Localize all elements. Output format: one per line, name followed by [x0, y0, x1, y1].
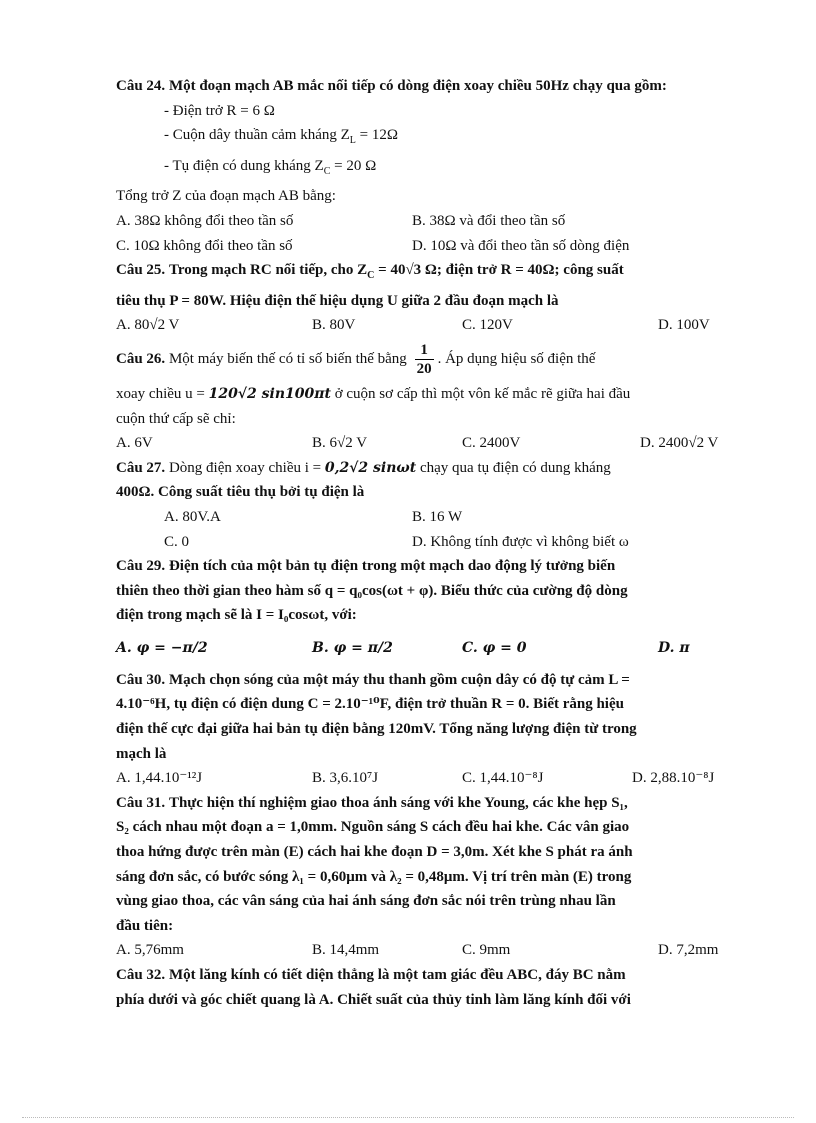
option-b[interactable]: B. 3,6.10⁷J: [312, 770, 379, 787]
option-c[interactable]: C. 9mm: [462, 942, 511, 959]
option-b[interactable]: B. 80V: [312, 317, 356, 334]
option-a[interactable]: A. φ = −π/2: [116, 639, 208, 656]
q31-line-6: đầu tiên:: [116, 917, 174, 934]
q31-options: [116, 938, 738, 963]
question-27: [116, 456, 738, 481]
q31-line-4: sáng đơn sắc, có bước sóng λ₁ = 0,60μm và λ₂ = 0,48μm. Vị trí trên màn (E) trong: [116, 868, 632, 885]
question-number: Câu 31.: [116, 794, 166, 811]
ratio-fraction: [415, 341, 434, 378]
q29-options: [116, 628, 738, 668]
q27-options-row-1: [116, 505, 738, 530]
question-text: Một đoạn mạch AB mắc nối tiếp có dòng điện xoay chiều 50Hz chạy qua gồm:: [168, 78, 667, 94]
option-d[interactable]: D. 100V: [658, 317, 710, 334]
exam-page: [116, 74, 738, 1012]
fraction-numerator: 1: [415, 341, 434, 360]
question-31: [116, 791, 738, 816]
option-d[interactable]: D. 7,2mm: [658, 942, 719, 959]
page-bottom-rule: [22, 1117, 794, 1118]
question-number: Câu 24.: [116, 78, 166, 94]
option-b[interactable]: B. 14,4mm: [312, 942, 380, 959]
q27-line-2: 400Ω. Công suất tiêu thụ bởi tụ điện là: [116, 484, 365, 501]
question-26: [116, 340, 738, 378]
question-text: Dòng điện xoay chiều i =: [168, 459, 322, 476]
q27-options-row-2: [116, 530, 738, 555]
question-number: Câu 27.: [116, 459, 166, 476]
question-text: Một máy biến thế có tỉ số biến thế bằng: [168, 350, 407, 367]
q26-line-2b: ở cuộn sơ cấp thì một vôn kế mắc rẽ giữa hai đầu: [334, 385, 631, 402]
option-c[interactable]: C. φ = 0: [462, 639, 527, 656]
option-a[interactable]: A. 80V.A: [164, 508, 221, 525]
option-a[interactable]: A. 5,76mm: [116, 942, 184, 959]
question-text: Điện tích của một bản tụ điện trong một mạch dao động lý tưởng biến: [168, 558, 616, 575]
q29-line-2: thiên theo thời gian theo hàm số q = q₀cos(ωt + φ). Biểu thức của cường độ dòng: [116, 582, 628, 599]
question-text-cont: chạy qua tụ điện có dung kháng: [419, 459, 611, 476]
question-number: Câu 30.: [116, 671, 166, 688]
q26-options: [116, 431, 738, 456]
question-number: Câu 29.: [116, 558, 166, 575]
q26-line-2: [116, 382, 738, 407]
voltage-expression: 120√2 sin100πt: [208, 385, 331, 402]
q30-line-2: 4.10⁻⁶H, tụ điện có điện dung C = 2.10⁻¹⁰F, điện trở thuần R = 0. Biết rằng hiệu: [116, 696, 624, 713]
question-24: [116, 74, 738, 99]
question-text: Mạch chọn sóng của một máy thu thanh gồm cuộn dây có độ tự cảm L =: [168, 671, 630, 688]
question-text: Một lăng kính có tiết diện thẳng là một tam giác đều ABC, đáy BC nằm: [168, 967, 626, 983]
q31-line-5: vùng giao thoa, các vân sáng của hai ánh sáng đơn sắc nói trên trùng nhau lần: [116, 893, 616, 910]
option-c[interactable]: C. 1,44.10⁻⁸J: [462, 770, 544, 787]
option-a[interactable]: A. 38Ω không đổi theo tần số: [116, 212, 294, 229]
q24-options-row-1: [116, 209, 738, 234]
question-text: Thực hiện thí nghiệm giao thoa ánh sáng với khe Young, các khe hẹp S₁,: [168, 794, 628, 811]
q31-line-3: thoa hứng được trên màn (E) cách hai khe đoạn D = 3,0m. Xét khe S phát ra ánh: [116, 844, 633, 861]
q24-item-1: - Điện trở R = 6 Ω: [164, 102, 275, 119]
question-number: Câu 32.: [116, 967, 166, 983]
q25-options: [116, 313, 738, 338]
question-text: Trong mạch RC nối tiếp, cho Z: [168, 262, 368, 279]
option-a[interactable]: A. 80√2 V: [116, 317, 180, 334]
option-b[interactable]: B. 16 W: [412, 508, 463, 525]
q24-item-3: - Tụ điện có dung kháng $Z_C = 20$ Ω: [164, 157, 377, 177]
q24-item-2: - Cuộn dây thuần cảm kháng $Z_L = 12\Omega$: [164, 127, 399, 147]
q29-line-3: điện trong mạch sẽ là I = I₀cosωt, với:: [116, 607, 357, 624]
option-d[interactable]: D. π: [658, 639, 690, 656]
q26-line-2a: xoay chiều u =: [116, 385, 205, 402]
q31-line-2: S₂ cách nhau một đoạn a = 1,0mm. Nguồn sáng S cách đều hai khe. Các vân giao: [116, 819, 630, 836]
q25-line-2: tiêu thụ P = 80W. Hiệu điện thế hiệu dụng U giữa 2 đầu đoạn mạch là: [116, 292, 559, 309]
question-32: [116, 963, 738, 988]
option-a[interactable]: A. 6V: [116, 435, 153, 452]
option-b[interactable]: B. 6√2 V: [312, 435, 368, 452]
question-30: [116, 668, 738, 693]
question-29: [116, 554, 738, 579]
q30-line-3: điện thế cực đại giữa hai bản tụ điện bằng 120mV. Tổng năng lượng điện từ trong: [116, 721, 637, 738]
option-c[interactable]: C. 0: [164, 533, 190, 550]
option-d[interactable]: D. 2,88.10⁻⁸J: [632, 770, 715, 787]
option-a[interactable]: A. 1,44.10⁻¹²J: [116, 770, 203, 787]
option-d[interactable]: D. Không tính được vì không biết ω: [412, 533, 629, 550]
option-c[interactable]: C. 120V: [462, 317, 513, 334]
option-c[interactable]: C. 10Ω không đổi theo tần số: [116, 237, 293, 254]
option-b[interactable]: B. φ = π/2: [312, 639, 393, 656]
q26-line-3: cuộn thứ cấp sẽ chỉ:: [116, 410, 236, 427]
option-d[interactable]: D. 2400√2 V: [640, 435, 719, 452]
q30-options: [116, 766, 738, 791]
fraction-denominator: 20: [416, 361, 432, 377]
q24-stem: Tổng trở Z của đoạn mạch AB bằng:: [116, 188, 336, 205]
option-d[interactable]: D. 10Ω và đổi theo tần số dòng điện: [412, 237, 630, 254]
question-text-cont: . Áp dụng hiệu số điện thế: [437, 350, 596, 367]
question-number: Câu 26.: [116, 350, 166, 367]
question-25: Câu 25. Trong mạch RC nối tiếp, cho $Z_C = 40√3$ Ω; điện trở R = 40Ω; công suất: [116, 262, 624, 282]
question-text-cont: = 40√3 Ω; điện trở R = 40Ω; công suất: [374, 262, 624, 279]
question-number: Câu 25.: [116, 262, 166, 279]
q24-options-row-2: [116, 234, 738, 259]
q30-line-4: mạch là: [116, 745, 167, 762]
current-expression: 0,2√2 sinωt: [324, 459, 417, 476]
option-c[interactable]: C. 2400V: [462, 435, 521, 452]
q32-line-2: phía dưới và góc chiết quang là A. Chiết suất của thủy tinh làm lăng kính đối với: [116, 991, 631, 1008]
option-b[interactable]: B. 38Ω và đổi theo tần số: [412, 212, 566, 229]
